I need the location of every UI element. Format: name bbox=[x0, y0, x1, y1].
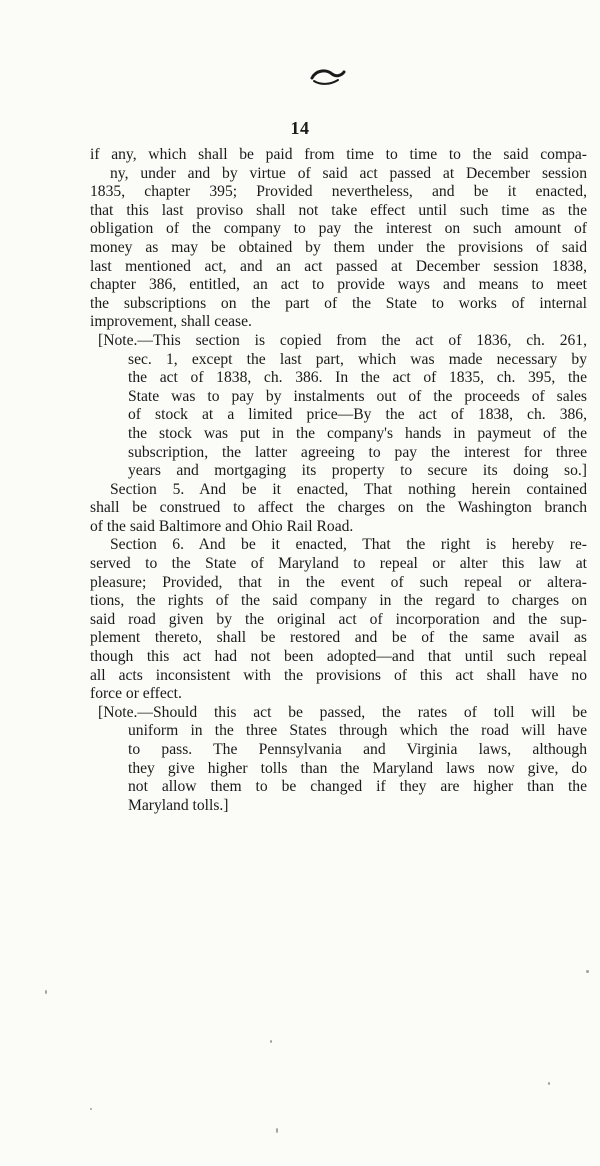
text-line: not allow them to be changed if they are higher than the bbox=[128, 778, 587, 796]
paper-speck bbox=[276, 1128, 278, 1133]
paper-speck bbox=[270, 1040, 272, 1043]
text-line: of stock at a limited price—By the act of 1838, ch. 386, bbox=[128, 406, 587, 424]
text-line: years and mortgaging its property to secure its doing so.] bbox=[128, 462, 587, 480]
paper-speck bbox=[90, 1108, 92, 1110]
text-line: Maryland tolls.] bbox=[128, 796, 229, 814]
text-line: that this last proviso shall not take effect until such time as the bbox=[90, 201, 587, 219]
body-text bbox=[90, 146, 587, 815]
text-line: pleasure; Provided, that in the event of such repeal or altera- bbox=[90, 573, 587, 591]
text-line: money as may be obtained by them under the provisions of said bbox=[90, 238, 587, 256]
text-line: last mentioned act, and an act passed at December session 1838, bbox=[90, 257, 587, 275]
text-line: 1835, chapter 395; Provided nevertheless, and be it enacted, bbox=[90, 183, 587, 201]
text-line: plement thereto, shall be restored and be of the same avail as bbox=[90, 629, 587, 647]
text-line: if any, which shall be paid from time to time to the said compa- bbox=[90, 146, 587, 163]
text-line: force or effect. bbox=[90, 685, 182, 703]
paper-speck bbox=[586, 970, 589, 973]
ink-flourish-ornament bbox=[308, 66, 348, 88]
text-line: chapter 386, entitled, an act to provide ways and means to meet bbox=[90, 276, 587, 294]
text-line: all acts inconsistent with the provisions of this act shall have no bbox=[90, 666, 587, 684]
paper-speck bbox=[45, 990, 47, 994]
text-line: Section 6. And be it enacted, That the right is hereby re- bbox=[110, 536, 587, 554]
text-line: the subscriptions on the part of the State to works of internal bbox=[90, 294, 587, 312]
text-line: sec. 1, except the last part, which was made necessary by bbox=[128, 350, 587, 368]
text-line: served to the State of Maryland to repeal or alter this law at bbox=[90, 555, 587, 573]
text-line: they give higher tolls than the Maryland laws now give, do bbox=[128, 759, 587, 777]
text-line: of the said Baltimore and Ohio Rail Road. bbox=[90, 517, 354, 535]
text-line: [Note.—This section is copied from the act of 1836, ch. 261, bbox=[98, 331, 587, 349]
text-line: the act of 1838, ch. 386. In the act of 1835, ch. 395, the bbox=[128, 369, 587, 387]
text-line: uniform in the three States through which the road will have bbox=[128, 722, 587, 740]
text-line: State was to pay by instalments out of the proceeds of sales bbox=[128, 387, 587, 405]
text-line: to pass. The Pennsylvania and Virginia laws, although bbox=[128, 741, 587, 758]
text-line: said road given by the original act of incorporation and the sup- bbox=[90, 610, 587, 628]
paper-speck bbox=[548, 1082, 550, 1085]
text-line: subscription, the latter agreeing to pay the interest for three bbox=[128, 443, 587, 461]
text-line: Section 5. And be it enacted, That nothing herein contained bbox=[110, 480, 587, 498]
text-line: improvement, shall cease. bbox=[90, 313, 252, 331]
page-number: 14 bbox=[290, 118, 310, 138]
text-line: [Note.—Should this act be passed, the rates of toll will be bbox=[98, 703, 587, 721]
text-line: shall be construed to affect the charges on the Washington branch bbox=[90, 499, 587, 517]
text-line: ny, under and by virtue of said act passed at December session bbox=[110, 164, 587, 182]
text-line: though this act had not been adopted—and that until such repeal bbox=[90, 648, 587, 666]
text-line: tions, the rights of the said company in the regard to charges on bbox=[90, 592, 587, 610]
text-line: obligation of the company to pay the interest on such amount of bbox=[90, 220, 587, 238]
text-line: the stock was put in the company's hands in paymeut of the bbox=[128, 424, 587, 442]
